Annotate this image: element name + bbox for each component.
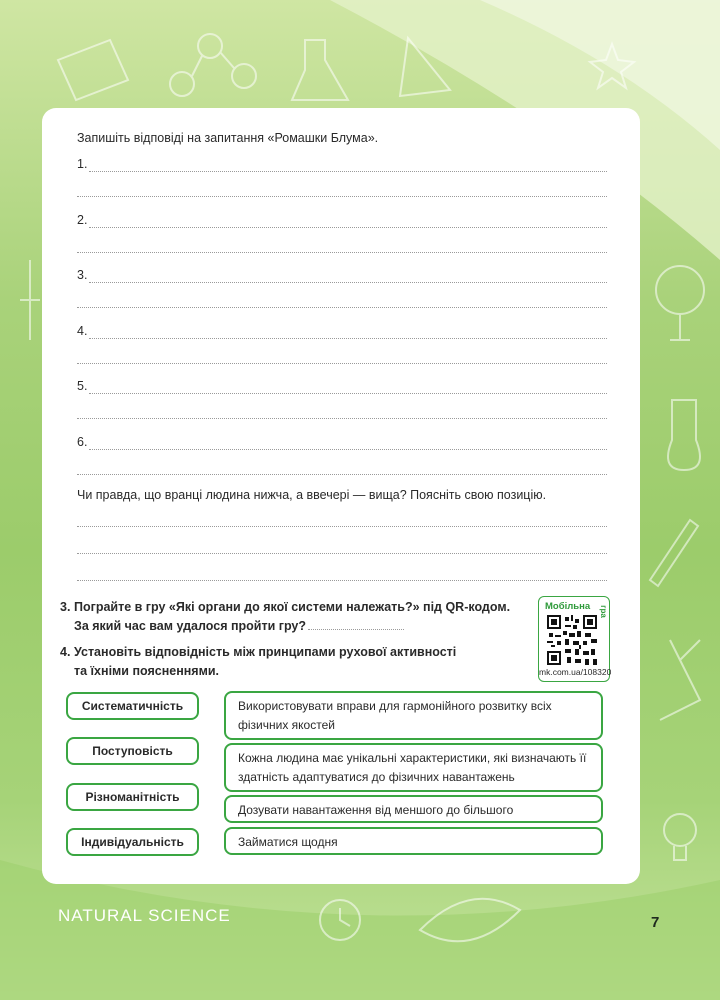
answer-line-2[interactable] [77, 213, 87, 227]
task-3-number: 3. [60, 600, 71, 614]
answer-number: 4. [77, 324, 88, 338]
task-3-line-1: Пограйте в гру «Які органи до якої системи належать?» під QR-кодом. [74, 600, 511, 614]
qr-label: Мобільна [545, 601, 591, 612]
principle-individual[interactable]: Індивідуальність [66, 828, 199, 856]
answer-number: 6. [77, 435, 88, 449]
answer-line-continuation[interactable] [77, 363, 607, 364]
answer-line-5[interactable] [77, 379, 87, 393]
answer-number: 5. [77, 379, 88, 393]
qr-code-box[interactable] [538, 596, 610, 682]
task-3-answer-field[interactable] [308, 629, 404, 630]
test-tube-icon [668, 400, 700, 470]
question-answer-line[interactable] [77, 526, 607, 527]
principle-systematic[interactable]: Систематичність [66, 692, 199, 720]
qr-url: mk.com.ua/108320 [539, 667, 612, 677]
pencil-icon [650, 520, 698, 586]
answer-number: 3. [77, 268, 88, 282]
answer-line-continuation[interactable] [77, 307, 607, 308]
explanation-daily[interactable]: Займатися щодня [224, 827, 603, 855]
task-3-line-2: За який час вам удалося пройти гру? [74, 619, 307, 633]
answer-line-continuation[interactable] [77, 418, 607, 419]
principle-variety[interactable]: Різноманітність [66, 783, 199, 811]
answer-line-continuation[interactable] [77, 252, 607, 253]
molecule-icon [170, 72, 194, 96]
microscope-icon [660, 640, 700, 720]
answer-number: 2. [77, 213, 88, 227]
principle-gradual[interactable]: Поступовість [66, 737, 199, 765]
task-4-number: 4. [60, 645, 71, 659]
bulb-icon [664, 814, 696, 846]
answer-line-4[interactable] [77, 324, 87, 338]
page-number: 7 [651, 914, 660, 931]
explanation-dosage[interactable]: Дозувати навантаження від меншого до більшого [224, 795, 603, 823]
question-answer-line[interactable] [77, 580, 607, 581]
qr-code-icon [547, 615, 597, 665]
ruler-icon [58, 40, 128, 100]
answer-number: 1. [77, 157, 88, 171]
task-4 [60, 643, 530, 683]
task-4-line-2: та їхніми поясненнями. [74, 664, 220, 678]
flask-icon [292, 40, 348, 100]
question-text: Чи правда, що вранці людина нижча, а ввечері — вища? Поясніть свою позицію. [77, 488, 547, 502]
answer-line-6[interactable] [77, 435, 87, 449]
answer-line-continuation[interactable] [77, 196, 607, 197]
qr-label-game: гра [598, 605, 608, 618]
explanation-harmonious[interactable]: Використовувати вправи для гармонійного розвитку всіх фізичних якостей [224, 691, 603, 740]
task-3 [60, 598, 530, 638]
explanation-unique[interactable]: Кожна людина має унікальні характеристики, які визначають її здатність адаптуватися до фізичних навантажень [224, 743, 603, 792]
question-answer-line[interactable] [77, 553, 607, 554]
answer-line-continuation[interactable] [77, 474, 607, 475]
instruction-text: Запишіть відповіді на запитання «Ромашки Блума». [77, 131, 379, 145]
globe-icon [656, 266, 704, 314]
task-4-line-1: Установіть відповідність між принципами рухової активності [74, 645, 457, 659]
answer-line-1[interactable] [77, 157, 87, 171]
answer-line-3[interactable] [77, 268, 87, 282]
footer-title: NATURAL SCIENCE [58, 906, 231, 925]
